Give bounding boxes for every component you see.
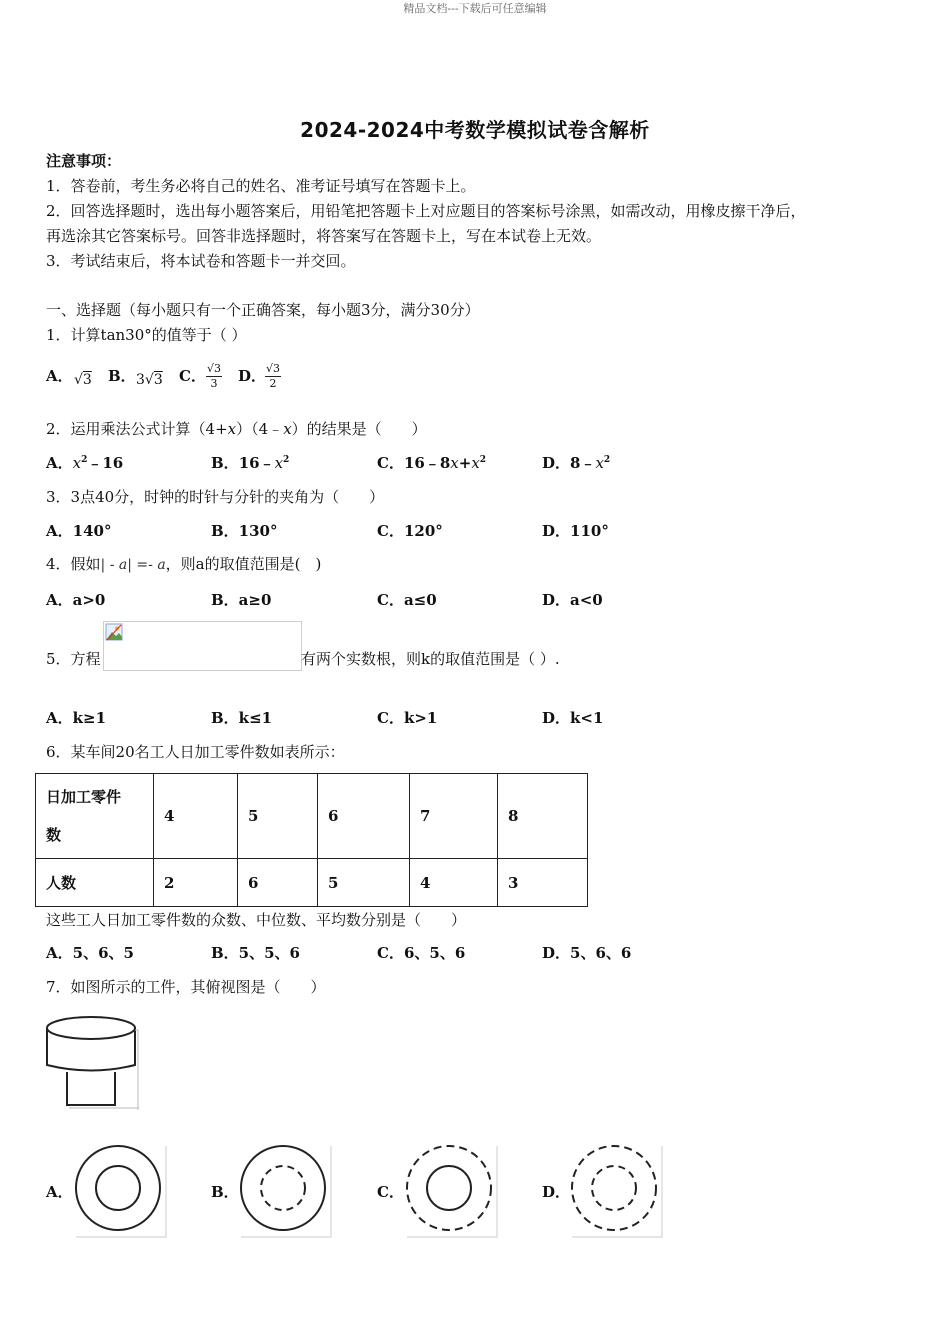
q2-exponent: 2 [81, 455, 88, 465]
q7-option-d-figure [568, 1142, 664, 1238]
q2-stem-part-1: 2．运用乘法公式计算（4+ [46, 420, 228, 438]
q7-option-d-label: D． [542, 1183, 571, 1201]
q4-expression: | - a| =- a [100, 557, 166, 573]
q1-d-denominator: 2 [269, 377, 277, 390]
q2-c-head: 16﹣8 [403, 454, 451, 472]
q1-c-denominator: 3 [210, 377, 218, 390]
q2-var-x: x [283, 420, 292, 438]
q1-stem: 1．计算tan30°的值等于（ ） [46, 326, 247, 344]
row1-label-line2: 数 [46, 826, 62, 844]
q1-b-coefficient: 3 [136, 372, 145, 388]
q5-option-c: C．k>1 [377, 709, 438, 727]
table-cell: 6 [238, 859, 318, 907]
notice-item-3: 3．考试结束后，将本试卷和答题卡一并交回。 [46, 252, 356, 270]
section-heading: 一、选择题（每小题只有一个正确答案，每小题3分，满分30分） [46, 301, 480, 319]
q1-option-d-label: D． [238, 367, 267, 385]
table-cell: 4 [410, 859, 498, 907]
notice-item-2-line-2: 再选涂其它答案标号。回答非选择题时，将答案写在答题卡上，写在本试卷上无效。 [46, 227, 602, 245]
q7-stem: 7．如图所示的工件，其俯视图是（ ） [46, 978, 326, 996]
q5-stem-part-1: 5．方程 [46, 650, 101, 668]
table-cell: 5 [318, 859, 410, 907]
q2-d-head: 8﹣ [570, 454, 596, 472]
q4-stem-part-1: 4．假如 [46, 555, 101, 573]
q2-stem-part-2: ）（4﹣ [236, 420, 284, 438]
q2-exponent: 2 [479, 455, 487, 465]
q2-var-x: x [595, 454, 604, 472]
notice-item-1: 1．答卷前，考生务必将自己的姓名、准考证号填写在答题卡上。 [46, 177, 476, 195]
q4-option-d: D．a<0 [542, 591, 603, 609]
q7-option-a-figure [72, 1142, 168, 1238]
q1-d-numerator: √3 [266, 362, 281, 375]
table-cell: 6 [318, 774, 410, 859]
q5-option-a: A．k≥1 [46, 709, 107, 727]
q2-b-head: 16﹣ [238, 454, 275, 472]
table-header-cell: 人数 [36, 859, 154, 907]
row1-label-line1: 日加工零件 [46, 788, 122, 806]
q2-option-a [46, 453, 123, 473]
q4-option-c: C．a≤0 [377, 591, 437, 609]
q2-b-label: B． [211, 454, 239, 472]
table-row [36, 774, 588, 859]
q1-option-b-label: B． [108, 367, 136, 385]
q6-stem: 6．某车间20名工人日加工零件数如表所示： [46, 743, 345, 761]
q6-option-a: A．5、6、5 [46, 944, 134, 962]
q3-option-c: C．120° [377, 522, 443, 540]
notice-item-2-line-1: 2．回答选择题时，选出每小题答案后，用铅笔把答题卡上对应题目的答案标号涂黑，如需改动，用橡皮擦干净后， [46, 202, 806, 220]
q5-stem-part-2: 有两个实数根，则k的取值范围是（ ）. [301, 650, 560, 668]
q2-a-label: A． [46, 454, 73, 472]
q1-b-radicand: 3 [153, 372, 163, 388]
table-header-cell [36, 774, 154, 859]
q2-option-d [542, 453, 610, 473]
q3-option-d: D．110° [542, 522, 609, 540]
q7-option-c-figure [403, 1142, 499, 1238]
q4-stem-part-2: ，则a的取值范围是( ) [165, 555, 322, 573]
q2-exponent: 2 [283, 455, 290, 465]
q6-option-d: D．5、6、6 [542, 944, 632, 962]
q1-option-d-value [263, 362, 283, 391]
q2-var-x: x [274, 454, 284, 472]
q7-option-c-label: C． [377, 1183, 404, 1201]
q2-stem [46, 419, 427, 439]
q1-option-c-label: C． [179, 367, 206, 385]
q2-var-x: x [227, 420, 237, 438]
q6-data-table [35, 773, 588, 907]
q2-stem-part-3: ）的结果是（ ） [291, 420, 427, 438]
broken-image-icon [105, 623, 123, 641]
q2-c-plus: + [458, 454, 472, 472]
q4-option-b: B．a≥0 [211, 591, 272, 609]
q2-d-label: D． [542, 454, 571, 472]
q7-option-b-figure [237, 1142, 333, 1238]
q4-option-a: A．a>0 [46, 591, 106, 609]
table-cell: 8 [498, 774, 588, 859]
q7-option-a-label: A． [46, 1183, 73, 1201]
table-cell: 7 [410, 774, 498, 859]
q1-option-a-label: A． [46, 367, 73, 385]
q2-c-label: C． [377, 454, 404, 472]
q2-var-x: x [450, 454, 459, 472]
q5-option-b: B．k≤1 [211, 709, 273, 727]
table-cell: 2 [154, 859, 238, 907]
table-cell: 3 [498, 859, 588, 907]
q2-option-c [377, 453, 486, 473]
q3-stem: 3．3点40分，时钟的时针与分针的夹角为（ ） [46, 488, 385, 506]
workpiece-figure [45, 1010, 139, 1110]
q1-option-b-value: 3√3 [136, 372, 163, 388]
page-title: 2024-2024中考数学模拟试卷含解析 [300, 118, 650, 142]
q6-followup: 这些工人日加工零件数的众数、中位数、平均数分别是（ ） [46, 911, 467, 929]
notice-heading: 注意事项： [46, 152, 122, 170]
q7-option-b-label: B． [211, 1183, 239, 1201]
q2-a-tail: ﹣16 [87, 454, 124, 472]
table-cell: 4 [154, 774, 238, 859]
q2-exponent: 2 [603, 455, 611, 465]
q1-a-radicand: 3 [82, 372, 92, 388]
table-row [36, 859, 588, 907]
q2-option-b [211, 453, 289, 473]
q5-option-d: D．k<1 [542, 709, 604, 727]
q6-option-b: B．5、5、6 [211, 944, 300, 962]
q6-option-c: C．6、5、6 [377, 944, 466, 962]
q2-var-x: x [471, 454, 480, 472]
table-cell: 5 [238, 774, 318, 859]
q1-option-c-value [204, 362, 224, 391]
q3-option-a: A．140° [46, 522, 112, 540]
q1-c-numerator: √3 [207, 362, 222, 375]
q4-stem [46, 554, 321, 575]
header-note: 精品文档---下载后可任意编辑 [403, 2, 547, 15]
q1-option-a-value: √3 [74, 372, 92, 388]
q3-option-b: B．130° [211, 522, 278, 540]
broken-image-placeholder [103, 621, 302, 671]
q2-var-x: x [72, 454, 82, 472]
